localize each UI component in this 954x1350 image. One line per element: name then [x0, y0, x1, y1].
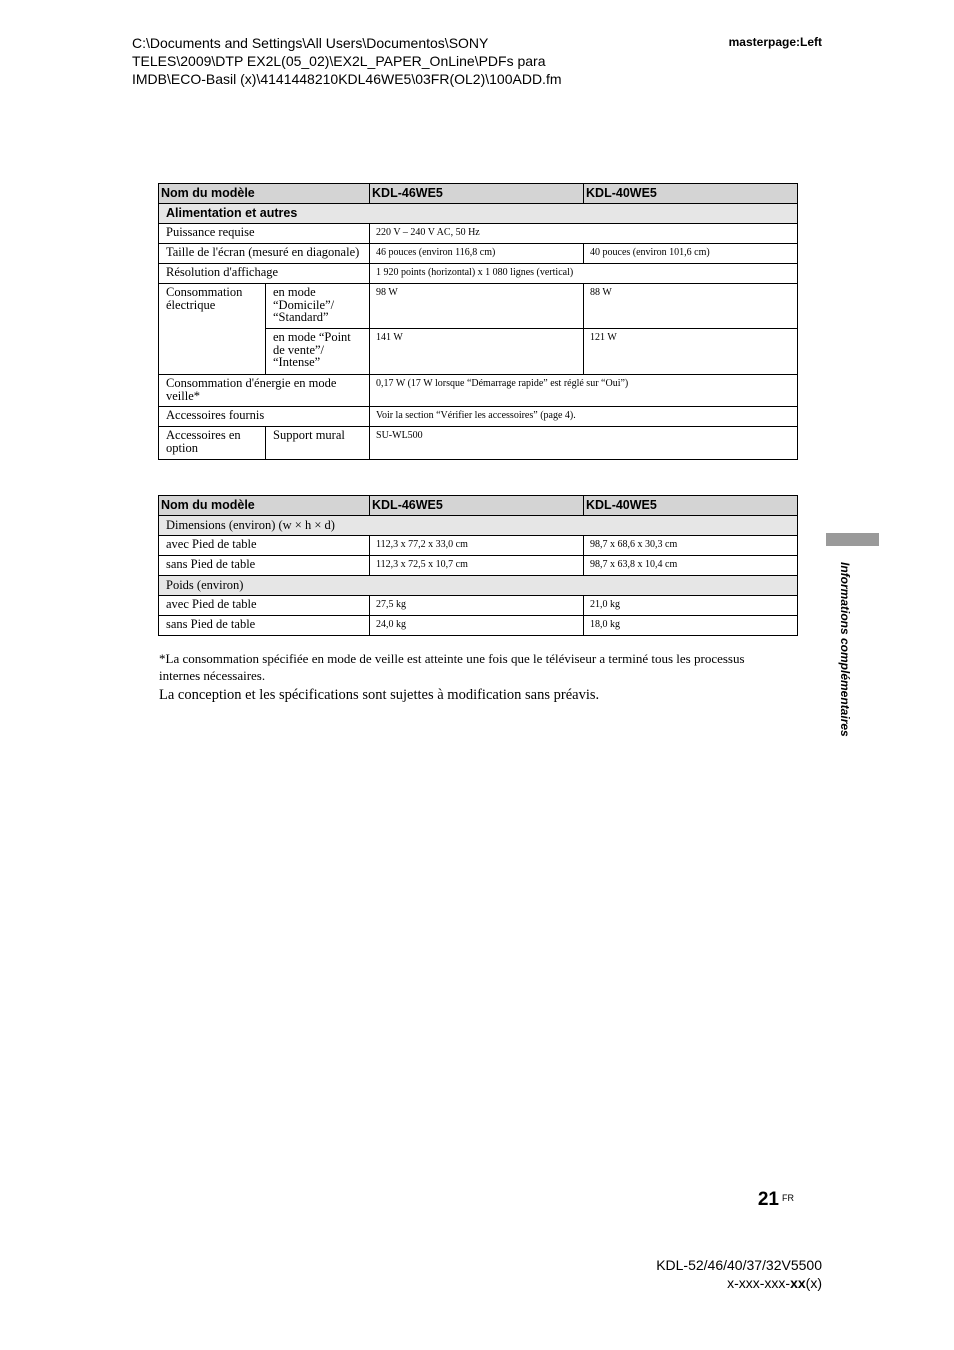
row-value: Voir la section “Vérifier les accessoires” (page 4).	[370, 407, 798, 427]
header-kdl-46we5: KDL-46WE5	[370, 184, 584, 204]
file-path-line: TELES\2009\DTP EX2L(05_02)\EX2L_PAPER_OnLine\PDFs para	[132, 53, 546, 69]
page-language: FR	[782, 1193, 794, 1203]
masterpage-label: masterpage:Left	[728, 35, 822, 49]
row-value: 112,3 x 77,2 x 33,0 cm	[370, 536, 584, 556]
row-value: 112,3 x 72,5 x 10,7 cm	[370, 556, 584, 576]
section-title: Dimensions (environ) (w × h × d)	[159, 516, 798, 536]
model-code-suffix: (x)	[805, 1275, 822, 1291]
row-label: avec Pied de table	[159, 536, 370, 556]
row-label: avec Pied de table	[159, 596, 370, 616]
row-label: Accessoires en option	[159, 427, 266, 460]
row-value: 46 pouces (environ 116,8 cm)	[370, 244, 584, 264]
file-path	[132, 34, 692, 88]
row-value: 1 920 points (horizontal) x 1 080 lignes (vertical)	[370, 264, 798, 284]
header-kdl-46we5: KDL-46WE5	[370, 496, 584, 516]
side-tab-marker	[826, 533, 879, 546]
row-value: 98,7 x 68,6 x 30,3 cm	[584, 536, 798, 556]
row-label: sans Pied de table	[159, 556, 370, 576]
row-label: Consommation électrique	[159, 284, 266, 375]
row-value: 220 V – 240 V AC, 50 Hz	[370, 224, 798, 244]
row-value: 24,0 kg	[370, 616, 584, 636]
row-value: SU-WL500	[370, 427, 798, 460]
sub-row-label: en mode “Domicile”/ “Standard”	[266, 284, 370, 329]
row-value: 27,5 kg	[370, 596, 584, 616]
disclaimer-note: La conception et les spécifications sont sujettes à modification sans préavis.	[159, 687, 600, 703]
row-value: 21,0 kg	[584, 596, 798, 616]
row-label: sans Pied de table	[159, 616, 370, 636]
file-path-line: C:\Documents and Settings\All Users\Documentos\SONY	[132, 35, 489, 51]
model-footer	[656, 1256, 822, 1292]
model-list: KDL-52/46/40/37/32V5500	[656, 1257, 822, 1273]
row-value: 18,0 kg	[584, 616, 798, 636]
model-code	[656, 1274, 822, 1292]
row-value: 121 W	[584, 329, 798, 375]
row-label: Puissance requise	[159, 224, 370, 244]
section-title: Poids (environ)	[159, 576, 798, 596]
page-number: 21	[757, 1189, 779, 1210]
side-tab-label: Informations complémentaires	[838, 562, 852, 737]
file-path-line: IMDB\ECO-Basil (x)\4141448210KDL46WE5\03FR(OL2)\100ADD.fm	[132, 71, 562, 87]
row-value: 98,7 x 63,8 x 10,4 cm	[584, 556, 798, 576]
model-code-bold: xx	[790, 1275, 806, 1291]
header-model-name: Nom du modèle	[159, 496, 370, 516]
header-kdl-40we5: KDL-40WE5	[584, 496, 798, 516]
sub-row-label: Support mural	[266, 427, 370, 460]
sub-row-label: en mode “Point de vente”/ “Intense”	[266, 329, 370, 375]
model-code-prefix: x-xxx-xxx-	[727, 1275, 791, 1291]
row-value: 88 W	[584, 284, 798, 329]
row-value: 141 W	[370, 329, 584, 375]
spec-table-dimensions	[158, 495, 798, 636]
row-label: Accessoires fournis	[159, 407, 370, 427]
row-value: 0,17 W (17 W lorsque “Démarrage rapide” est réglé sur “Oui”)	[370, 375, 798, 407]
row-value: 40 pouces (environ 101,6 cm)	[584, 244, 798, 264]
header-model-name: Nom du modèle	[159, 184, 370, 204]
header-kdl-40we5: KDL-40WE5	[584, 184, 798, 204]
footnote: *La consommation spécifiée en mode de veille est atteinte une fois que le téléviseur a terminé tous les processus internes nécessaires.	[159, 651, 745, 683]
spec-table-power	[158, 183, 798, 460]
row-label: Taille de l'écran (mesuré en diagonale)	[159, 244, 370, 264]
row-label: Résolution d'affichage	[159, 264, 370, 284]
row-value: 98 W	[370, 284, 584, 329]
row-label: Consommation d'énergie en mode veille*	[159, 375, 370, 407]
section-title: Alimentation et autres	[159, 204, 798, 224]
